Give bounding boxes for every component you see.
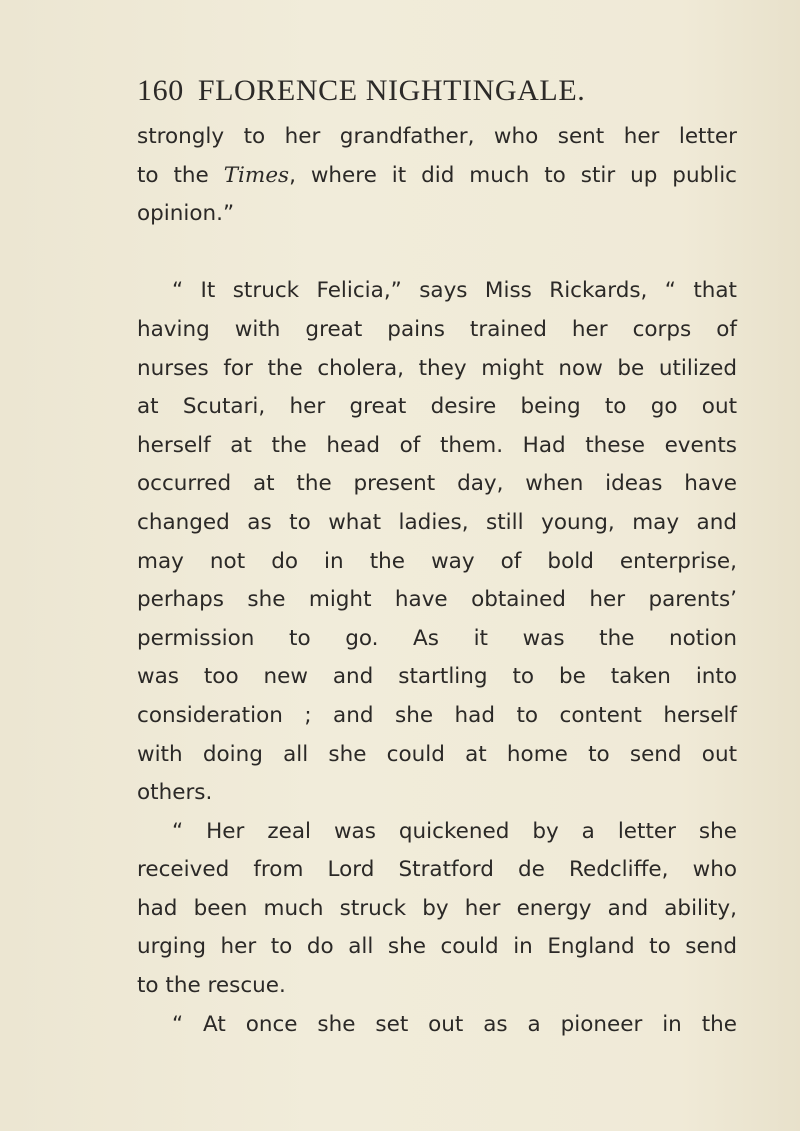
text-line: changed as to what ladies, still young, may and [137, 509, 737, 535]
text-line: was too new and startling to be taken into [137, 664, 737, 690]
text-line: to the rescue. [137, 973, 286, 999]
text-line: had been much struck by her energy and ability, [137, 895, 737, 921]
text-line: received from Lord Stratford de Redcliffe, who [137, 857, 737, 883]
text-line: permission to go. As it was the notion [137, 625, 737, 651]
paragraph-gap [137, 234, 737, 273]
text-line: nurses for the cholera, they might now be utilized [137, 355, 737, 381]
running-header [137, 74, 697, 114]
page-number: 160 [137, 74, 184, 107]
italic-title-times: Times [223, 162, 290, 188]
body-text [137, 118, 737, 1044]
text-line: “ Her zeal was quickened by a letter she [172, 818, 737, 844]
text-line: “ It struck Felicia,” says Miss Rickards, “ that [172, 278, 737, 304]
text-line: urging her to do all she could in England to send [137, 934, 737, 960]
text-line: strongly to her grandfather, who sent her letter [137, 124, 737, 149]
text-line: having with great pains trained her corps of [137, 316, 737, 342]
text-line: consideration ; and she had to content herself [137, 702, 737, 728]
text-line: occurred at the present day, when ideas have [137, 471, 737, 497]
text-line: at Scutari, her great desire being to go out [137, 394, 737, 420]
text-line: herself at the head of them. Had these events [137, 432, 737, 458]
text-line: may not do in the way of bold enterprise, [137, 548, 737, 574]
text-line: to the Times, where it did much to stir up public [137, 162, 737, 188]
running-title: FLORENCE NIGHTINGALE. [197, 74, 586, 107]
text-line: “ At once she set out as a pioneer in the [172, 1011, 737, 1037]
text-line: others. [137, 780, 213, 806]
text-line: with doing all she could at home to send out [137, 741, 737, 767]
text-line: perhaps she might have obtained her parents’ [137, 587, 737, 613]
text-line: opinion.” [137, 201, 235, 227]
